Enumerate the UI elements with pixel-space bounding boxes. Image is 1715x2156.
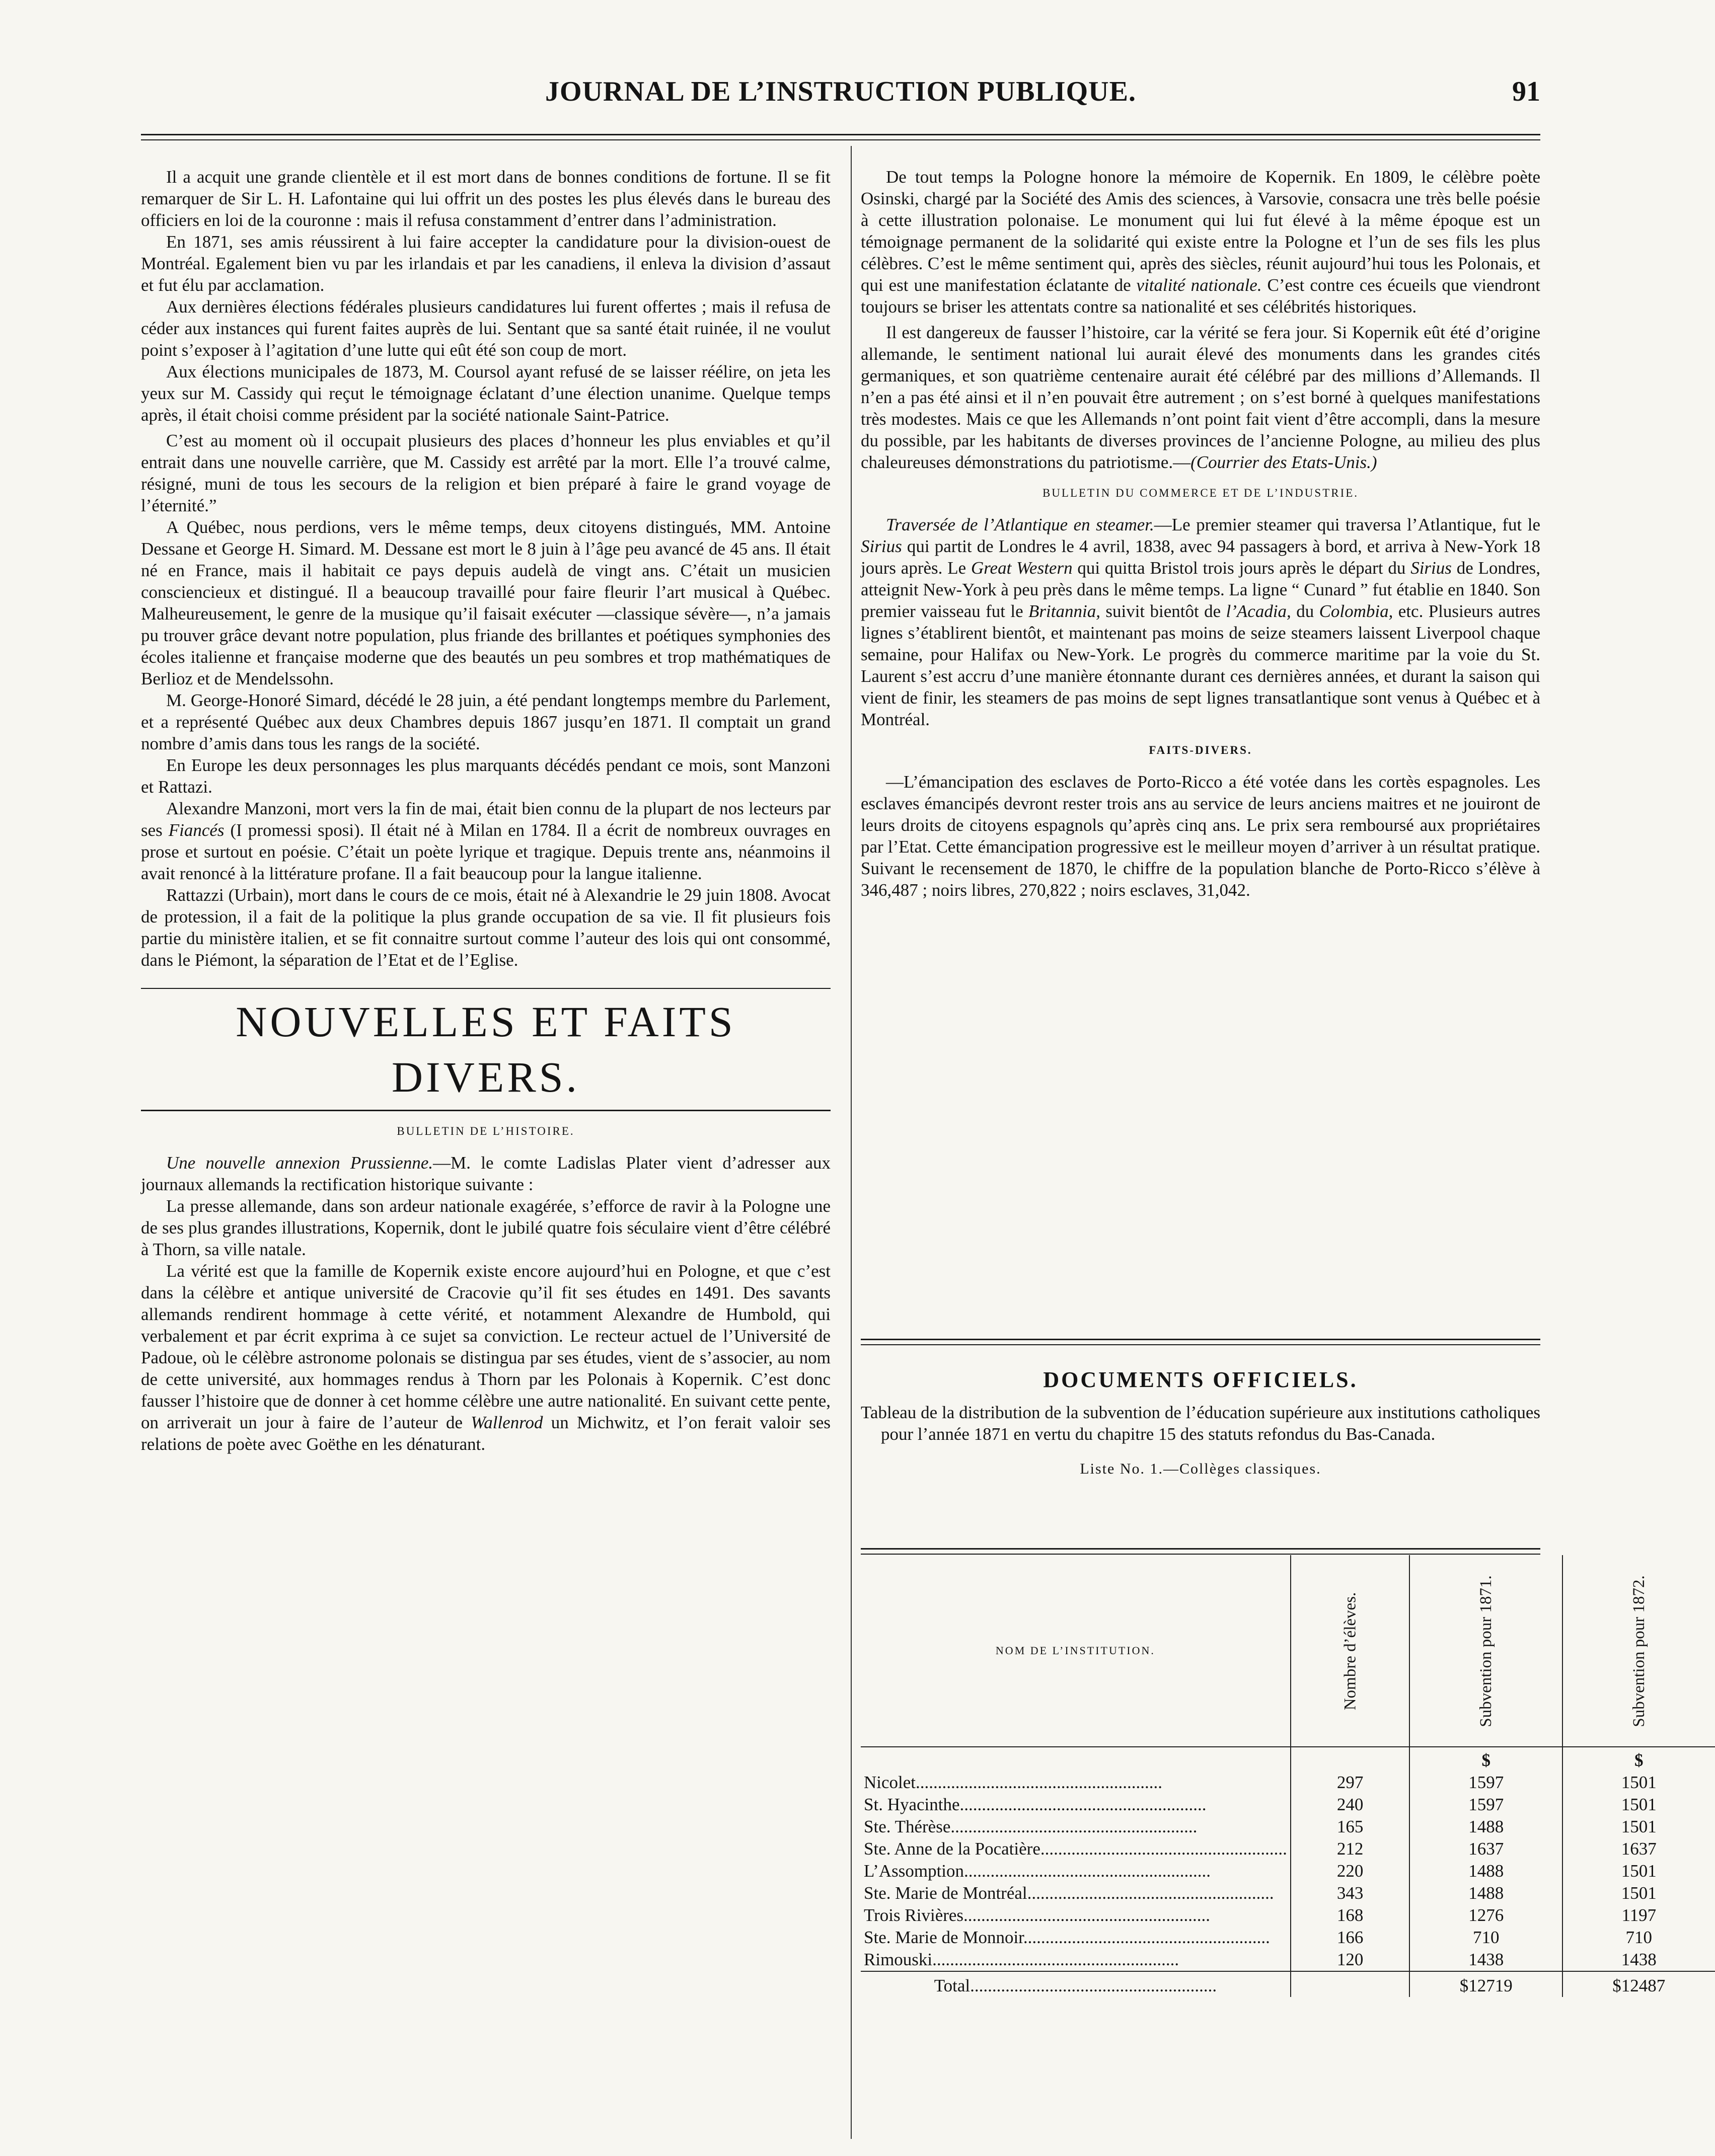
subvention-1871: 1597 bbox=[1409, 1772, 1562, 1794]
subvention-1871: 1438 bbox=[1409, 1949, 1562, 1971]
dot-leader bbox=[964, 1861, 1211, 1881]
paragraph: Traversée de l’Atlantique en steamer.—Le premier steamer qui traversa l’Atlantique, fut le Sirius qui partit de Londres le 4 avril, 1838, avec 94 passagers à bord, et arriva à New-York 18 jours après. Le Great Western qui quitta Bristol trois jours après le départ du Sirius de Londres, atteignit New-York à peu près dans le même temps. La ligne “ Cunard ” fut établie en 1840. Son premier vaisseau fut le Britannia, suivit bientôt de l’Acadia, du Colombia, etc. Plusieurs autres lignes s’établirent bientôt, et maintenant pas moins de seize steamers laissent Liverpool chaque semaine, pour Halifax ou New-York. Le progrès du commerce maritime par la voie du St. Laurent s’est accru d’une manière étonnante durant ces dernières années, et durant la saison qui vient de finir, les steamers de pas moins de sept lignes transatlantique sont venus à Québec et à Montréal. bbox=[861, 515, 1540, 729]
paragraph: De tout temps la Pologne honore la mémoire de Kopernik. En 1809, le célèbre poète Osinski, chargé par la Société des Amis des sciences, à Varsovie, consacra une très belle poésie à cette illustration polonaise. Le monument qui lui fut élevé à la même époque est un témoignage permanent de la solidarité qui existe entre la Pologne et l’un de ses fils les plus célèbres. C’est le même sentiment qui, après des siècles, réunit aujourd’hui tous les Polonais, et qui est une manifestation éclatante de vitalité nationale. C’est contre ces écueils que viendront toujours se briser les attentats contre sa nationalité et ses célébrités historiques. bbox=[861, 167, 1540, 317]
journal-title: JOURNAL DE L’INSTRUCTION PUBLIQUE. bbox=[545, 76, 1136, 107]
section-rule bbox=[141, 988, 831, 989]
paragraph: C’est au moment où il occupait plusieurs des places d’honneur les plus enviables et qu’il entrait dans une nouvelle carrière, que M. Cassidy est arrêté par la mort. Elle l’a trouvé calme, résigné, muni de tous les secours de la religion et bien préparé à faire le grand voyage de l’éternité.” bbox=[141, 431, 831, 515]
subvention-1872: 1501 bbox=[1562, 1794, 1715, 1816]
dot-leader bbox=[963, 1905, 1210, 1925]
table-row bbox=[861, 1927, 1715, 1949]
page-header bbox=[141, 75, 1540, 116]
left-column bbox=[141, 166, 831, 1455]
institution-name: Trois Rivières ..... bbox=[861, 1904, 1291, 1927]
table-top-rule bbox=[861, 1548, 1540, 1555]
total-1872: $12487 bbox=[1562, 1971, 1715, 1997]
dot-leader bbox=[932, 1950, 1179, 1969]
documents-title: DOCUMENTS OFFICIELS. bbox=[1043, 1367, 1358, 1392]
header-rule bbox=[141, 134, 1540, 140]
dot-leader bbox=[916, 1773, 1162, 1792]
paragraph: M. George-Honoré Simard, décédé le 28 juin, a été pendant longtemps membre du Parlement, et a représenté Québec aux deux Chambres depuis 1867 jusqu’en 1871. Il comptait un grand nombre d’amis dans tous les rangs de la société. bbox=[141, 690, 831, 753]
subvention-table bbox=[861, 1555, 1715, 1997]
eleves-count: 343 bbox=[1291, 1882, 1410, 1904]
tableau-caption: Tableau de la distribution de la subvention de l’éducation supérieure aux institutions catholiques pour l’année 1871 en vertu du chapitre 15 des statuts refondus du Bas-Canada. bbox=[861, 1403, 1540, 1444]
institution-name: Ste. Marie de Montréal ..... bbox=[861, 1882, 1291, 1904]
table-header-row bbox=[861, 1555, 1715, 1747]
column-divider bbox=[851, 146, 852, 2139]
currency-symbol: $ bbox=[1409, 1747, 1562, 1772]
institution-name: Rimouski ..... bbox=[861, 1949, 1291, 1971]
paragraph: En 1871, ses amis réussirent à lui faire accepter la candidature pour la division-ouest de Montréal. Egalement bien vu par les irlandais et par les canadiens, il enleva la division d’assaut et fut élu par acclamation. bbox=[141, 232, 831, 295]
column-header-1871: Subvention pour 1871. bbox=[1477, 1575, 1496, 1727]
section-title: NOUVELLES ET FAITS DIVERS. bbox=[236, 997, 736, 1101]
paragraph: La vérité est que la famille de Kopernik existe encore aujourd’hui en Pologne, et que c’est dans la célèbre et antique université de Cracovie qu’il fit ses études en 1491. Des savants allemands rendirent hommage à cette vérité, et notamment Alexandre de Humbold, qui verbalement et par écrit exprima à ce sujet sa conviction. Le recteur actuel de l’Université de Padoue, où le célèbre astronome polonais se distingua par ses études, vient de s’associer, au nom de cette université, aux hommages rendus à Thorn par les Polonais à Kopernik. C’est donc fausser l’histoire que de donner à cet homme célèbre une autre nationalité. En suivant cette pente, on arriverait un jour à faire de l’auteur de Wallenrod un Michwitz, et l’on ferait valoir ses relations de poète avec Goëthe en les dénaturant. bbox=[141, 1261, 831, 1454]
institution-name: Nicolet ..... bbox=[861, 1772, 1291, 1794]
currency-row bbox=[861, 1747, 1715, 1772]
institution-name: St. Hyacinthe ..... bbox=[861, 1794, 1291, 1816]
eleves-count: 166 bbox=[1291, 1927, 1410, 1949]
paragraph: Une nouvelle annexion Prussienne.—M. le comte Ladislas Plater vient d’adresser aux journaux allemands la rectification historique suivante : bbox=[141, 1153, 831, 1194]
eleves-count: 220 bbox=[1291, 1860, 1410, 1882]
eleves-count: 212 bbox=[1291, 1838, 1410, 1860]
dot-leader bbox=[960, 1795, 1207, 1814]
right-column bbox=[861, 166, 1540, 901]
bulletin-heading: BULLETIN DU COMMERCE ET DE L’INDUSTRIE. bbox=[1042, 487, 1359, 499]
subvention-1872: 1501 bbox=[1562, 1816, 1715, 1838]
table-row bbox=[861, 1949, 1715, 1971]
column-header-eleves: Nombre d’élèves. bbox=[1341, 1592, 1360, 1711]
dot-leader bbox=[1023, 1928, 1270, 1947]
documents-section bbox=[861, 1369, 1540, 1480]
paragraph: A Québec, nous perdions, vers le même temps, deux citoyens distingués, MM. Antoine Dessane et George H. Simard. M. Dessane est mort le 8 juin à l’âge peu avancé de 45 ans. Il était né en France, mais il habitait ce pays depuis audelà de vingt ans. C’était un musicien consciencieux et distingué. Il a beaucoup travaillé pour faire fleurir l’art musical à Québec. Malheureusement, le genre de la musique qu’il faisait exécuter —classique sévère—, n’a jamais pu trouver grâce devant notre population, plus friande des brillantes et poétiques symphonies des écoles italienne et française moderne que des beautés un peu sombres et trop mathématiques de Berlioz et de Mendelssohn. bbox=[141, 517, 831, 688]
paragraph: —L’émancipation des esclaves de Porto-Ricco a été votée dans les cortès espagnoles. Les esclaves émancipés devront rester trois ans au service de leurs anciens maitres et ne jouiront de leurs droits de citoyens espagnols qu’après cinq ans. Le prix sera remboursé aux propriétaires par l’Etat. Cette émancipation progressive est le meilleur moyen d’arriver à un résultat pratique. Suivant le recensement de 1870, le chiffre de la population blanche de Porto-Ricco s’élève à 346,487 ; noirs libres, 270,822 ; noirs esclaves, 31,042. bbox=[861, 772, 1540, 900]
subvention-1871: 710 bbox=[1409, 1927, 1562, 1949]
institution-name: Ste. Anne de la Pocatière ..... bbox=[861, 1838, 1291, 1860]
subvention-1872: 710 bbox=[1562, 1927, 1715, 1949]
paragraph: Aux dernières élections fédérales plusieurs candidatures lui furent offertes ; mais il refusa de céder aux instances qui furent faites auprès de lui. Sentant que sa santé était ruinée, il ne voulut point s’exposer à l’agitation d’une lutte qui eût été son coup de mort. bbox=[141, 297, 831, 360]
page-number: 91 bbox=[1512, 76, 1540, 107]
subvention-1871: 1488 bbox=[1409, 1860, 1562, 1882]
paragraph: Rattazzi (Urbain), mort dans le cours de ce mois, était né à Alexandrie le 29 juin 1808. Avocat de protession, il a fait de la politique la plus grande occupation de sa vie. Il fit plusieurs fois partie du ministère italien, et se fit connaitre surtout comme l’auteur des lois qui ont consommé, dans le Piémont, la séparation de l’Etat et de l’Eglise. bbox=[141, 885, 831, 970]
subvention-1871: 1276 bbox=[1409, 1904, 1562, 1927]
eleves-count: 168 bbox=[1291, 1904, 1410, 1927]
eleves-count: 165 bbox=[1291, 1816, 1410, 1838]
subvention-1872: 1501 bbox=[1562, 1772, 1715, 1794]
subvention-1871: 1488 bbox=[1409, 1882, 1562, 1904]
currency-symbol: $ bbox=[1562, 1747, 1715, 1772]
subvention-1872: 1501 bbox=[1562, 1882, 1715, 1904]
table-row bbox=[861, 1816, 1715, 1838]
column-header-1872: Subvention pour 1872. bbox=[1629, 1575, 1648, 1727]
table-row bbox=[861, 1860, 1715, 1882]
total-row bbox=[861, 1971, 1715, 1997]
paragraph: Il est dangereux de fausser l’histoire, car la vérité se fera jour. Si Kopernik eût été d’origine allemande, le sentiment national lui aurait élevé des monuments dans les grandes cités germaniques, et son quatrième centenaire aurait été célébré par des millions d’Allemands. Il n’en a pas été ainsi et il n’en pouvait être autrement ; on s’est borné à quelques manifestations très modestes. Mais ce que les Allemands n’ont point fait vient d’être accompli, dans la mesure du possible, par les habitants de diverses provinces de l’ancienne Pologne, au milieu des plus chaleureuses démonstrations du patriotisme.—(Courrier des Etats-Unis.) bbox=[861, 323, 1540, 472]
institution-name: Ste. Marie de Monnoir ..... bbox=[861, 1927, 1291, 1949]
table-row bbox=[861, 1904, 1715, 1927]
paragraph: Il a acquit une grande clientèle et il est mort dans de bonnes conditions de fortune. Il se fit remarquer de Sir L. H. Lafontaine qui lui offrit un des postes les plus élevés dans le bureau des officiers en loi de la couronne : mais il refusa constamment d’entrer dans l’administration. bbox=[141, 167, 831, 230]
documents-rule bbox=[861, 1339, 1540, 1345]
paragraph: Aux élections municipales de 1873, M. Coursol ayant refusé de se laisser réélire, on jeta les yeux sur M. Cassidy qui reçut le témoignage éclatant d’une élection unanime. Quelque temps après, il était choisi comme président par la société nationale Saint-Patrice. bbox=[141, 362, 831, 425]
subvention-1872: 1501 bbox=[1562, 1860, 1715, 1882]
subvention-1871: 1597 bbox=[1409, 1794, 1562, 1816]
list-title: Liste No. 1.—Collèges classiques. bbox=[1080, 1460, 1321, 1477]
total-label: Total bbox=[934, 1976, 971, 1995]
subvention-1871: 1637 bbox=[1409, 1838, 1562, 1860]
bulletin-heading: BULLETIN DE L’HISTOIRE. bbox=[397, 1125, 575, 1137]
subvention-1871: 1488 bbox=[1409, 1816, 1562, 1838]
table-row bbox=[861, 1772, 1715, 1794]
paragraph: En Europe les deux personnages les plus marquants décédés pendant ce mois, sont Manzoni et Rattazi. bbox=[141, 755, 831, 797]
total-1871: $12719 bbox=[1409, 1971, 1562, 1997]
institution-name: L’Assomption ..... bbox=[861, 1860, 1291, 1882]
paragraph: La presse allemande, dans son ardeur nationale exagérée, s’efforce de ravir à la Pologne une de ses plus grandes illustrations, Kopernik, dont le jubilé quatre fois séculaire vient d’être célébré à Thorn, sa ville natale. bbox=[141, 1196, 831, 1259]
table-row bbox=[861, 1838, 1715, 1860]
subvention-1872: 1637 bbox=[1562, 1838, 1715, 1860]
dot-leader bbox=[970, 1976, 1217, 1995]
dot-leader bbox=[1027, 1883, 1274, 1903]
subvention-1872: 1438 bbox=[1562, 1949, 1715, 1971]
table-row bbox=[861, 1794, 1715, 1816]
section-rule bbox=[141, 1110, 831, 1111]
institution-name: Ste. Thérèse ..... bbox=[861, 1816, 1291, 1838]
eleves-count: 120 bbox=[1291, 1949, 1410, 1971]
table-body bbox=[861, 1747, 1715, 1997]
eleves-count: 297 bbox=[1291, 1772, 1410, 1794]
dot-leader bbox=[950, 1817, 1197, 1836]
table-row bbox=[861, 1882, 1715, 1904]
column-header-institution: NOM DE L’INSTITUTION. bbox=[995, 1644, 1155, 1657]
subvention-1872: 1197 bbox=[1562, 1904, 1715, 1927]
faits-divers-heading: FAITS-DIVERS. bbox=[1149, 744, 1252, 756]
dot-leader bbox=[1040, 1839, 1287, 1859]
eleves-count: 240 bbox=[1291, 1794, 1410, 1816]
paragraph: Alexandre Manzoni, mort vers la fin de mai, était bien connu de la plupart de nos lecteurs par ses Fiancés (I promessi sposi). Il était né à Milan en 1784. Il a écrit de nombreux ouvrages en prose et surtout en poésie. C’était un poète lyrique et tragique. Depuis trente ans, néanmoins il avait renoncé à la littérature profane. Il a fait beaucoup pour la langue italienne. bbox=[141, 799, 831, 883]
